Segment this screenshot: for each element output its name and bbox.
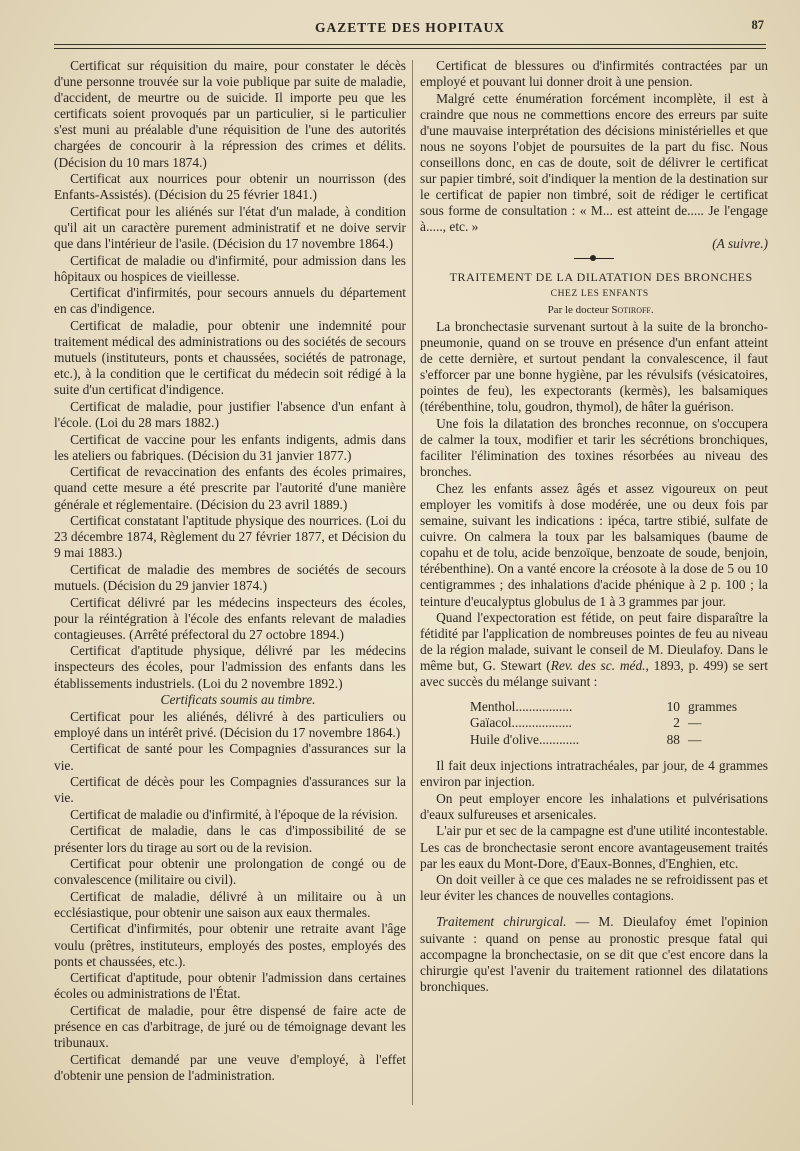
paragraph: Certificat de maladie des membres de sociétés de secours mutuels. (Décision du 29 janvier 1874.): [54, 561, 406, 593]
author-prefix: Par le docteur: [547, 304, 609, 317]
paragraph: Certificat de maladie, pour obtenir une indemnité pour traitement médical des administrations ou des sociétés de secours mutuels (instituteurs, ponts et chaussées, sociétés de patronage, etc.), à la condition que le certificat du médecin soit rédigé à la suite d'un certificat d'indigence.: [54, 318, 406, 398]
text-run: Quand l'expectoration est fétide, on peut faire disparaître la fétidité par l'application de nombreuses pointes de feu au niveau de la région malade, suivant le conseil de M. Dieulafoy. Dans le même but, G. Stewart (: [420, 610, 768, 674]
paragraph: Certificat de maladie, dans le cas d'impossibilité de se présenter lors du tirage au sort ou de la revision.: [54, 823, 406, 855]
article-subtitle: CHEZ LES ENFANTS: [550, 288, 649, 299]
unit: —: [688, 715, 702, 731]
page-number: 87: [751, 18, 764, 32]
section-subheading: Certificats soumis au timbre.: [160, 692, 316, 708]
paragraph: Certificat de maladie ou d'infirmité, pour admission dans les hôpitaux ou hospices de vieillesse.: [54, 252, 406, 284]
to-be-continued: (A suivre.): [712, 236, 768, 252]
table-row: [470, 715, 748, 732]
ingredient: Gaïacol..................: [470, 715, 572, 731]
text-run: — M. Dieulafoy émet l'opinion suivante : quand on pense au pronostic presque fatal qui accompagne la bronchectasie, on se dit que c'est encore dans la chirurgie qu'est l'avenir du traitement rationnel des dilatations bronchiques.: [420, 914, 768, 994]
ingredient: Menthol.................: [470, 698, 573, 714]
ingredient: Huile d'olive............: [470, 731, 580, 747]
paragraph: Certificat d'aptitude, pour obtenir l'admission dans certaines écoles ou administrations de l'État.: [54, 970, 406, 1002]
paragraph: Certificat pour les aliénés, délivré à des particuliers ou employé dans un intérêt privé. (Décision du 17 novembre 1864.): [54, 708, 406, 740]
paragraph: [420, 914, 768, 994]
paragraph: Certificat de santé pour les Compagnies d'assurances sur la vie.: [54, 741, 406, 773]
left-column: [54, 58, 406, 1084]
paragraph: Certificat de maladie, délivré à un militaire ou à un ecclésiastique, pour obtenir une saison aux eaux thermales.: [54, 888, 406, 920]
unit: —: [688, 731, 702, 747]
paragraph: On doit veiller à ce que ces malades ne se refroidissent pas et leur éviter les chances de nouvelles contagions.: [420, 872, 768, 904]
paragraph: Certificat d'infirmités, pour secours annuels du département en cas d'indigence.: [54, 285, 406, 317]
paragraph: Certificat de blessures ou d'infirmités contractées par un employé et pouvant lui donner droit à une pension.: [420, 58, 768, 90]
table-row: [470, 699, 748, 716]
prescription-table: [470, 699, 748, 749]
quantity: 2: [673, 715, 680, 731]
column-divider: [412, 60, 413, 1105]
paragraph: Il fait deux injections intratrachéales, par jour, de 4 grammes environ par injection.: [420, 758, 768, 790]
paragraph: La bronchectasie survenant surtout à la suite de la broncho-pneumonie, quand on se trouve en présence d'un enfant atteint de cette dernière, et surtout pendant la convalescence, il faut s'efforcer par une bonne hygiène, par les révulsifs (vésicatoires, pointes de feu), les expectorants (kermès), les balsamiques (térébenthine, tolu, goudron, thymol), de hâter la guérison.: [420, 318, 768, 415]
paragraph: Malgré cette énumération forcément incomplète, il est à craindre que nous ne commettions encore des erreurs par suite d'une mauvaise interprétation des décisions ministérielles et que nous ne soyons l'objet de poursuites de la part du fisc. Nous conseillons donc, en cas de doute, soit de délivrer le certificat sur papier timbré, soit d'indiquer la mention de la destination sur le certificat de papier non timbré, soit de rédiger le certificat sous forme de consultation : « M... est atteint de..... Je l'engage à....., etc. »: [420, 90, 768, 235]
header-rule: [54, 44, 766, 45]
paragraph: Chez les enfants assez âgés et assez vigoureux on peut employer les vomitifs à dose modérée, une ou deux fois par semaine, suivant les indications : ipéca, tartre stibié, sulfate de cuivre. On calmera la toux par les balsamiques (baume de copahu et de tolu, acide benzoïque, benzoate de soude, benjoin, térébenthine). On a vanté encore la créosote à la dose de 5 ou 10 centigrammes ; des inhalations d'acide phénique à 2 p. 100 ; la teinture d'eucalyptus globulus de 1 à 3 grammes par jour.: [420, 480, 768, 609]
journal-reference: Rev. des sc. méd.: [550, 658, 646, 674]
right-column: [420, 58, 768, 995]
paragraph: Certificat aux nourrices pour obtenir un nourrisson (des Enfants-Assistés). (Décision du 25 février 1841.): [54, 171, 406, 203]
paragraph: On peut employer encore les inhalations et pulvérisations d'eaux sulfureuses et arsenicales.: [420, 790, 768, 822]
section-separator: [574, 258, 614, 259]
paragraph: Certificat de revaccination des enfants des écoles primaires, quand cette mesure a été prescrite par l'autorité d'une manière générale et réglementaire. (Décision du 23 avril 1889.): [54, 464, 406, 512]
paragraph: Certificat d'aptitude physique, délivré par les médecins inspecteurs des écoles, pour l'admission des enfants dans les établissements industriels. (Loi du 2 novembre 1892.): [54, 643, 406, 691]
quantity: 88: [666, 731, 680, 747]
paragraph: Certificat constatant l'aptitude physique des nourrices. (Loi du 23 décembre 1874, Règlement du 27 février 1877, et Décision du 9 mai 1883.): [54, 513, 406, 561]
unit: grammes: [688, 698, 738, 714]
paragraph: Certificat d'infirmités, pour obtenir une retraite avant l'âge voulu (prêtres, instituteurs, employés des postes, employés des ponts et chaussées, etc.).: [54, 921, 406, 969]
table-row: [470, 732, 748, 749]
paragraph: Certificat de maladie, pour être dispensé de faire acte de présence en cas d'arbitrage, de juré ou de témoignage devant les tribunaux.: [54, 1002, 406, 1051]
header-rule-thin: [54, 48, 766, 49]
author-name: Sotiroff.: [611, 304, 654, 317]
article-author: [420, 302, 768, 318]
paragraph: L'air pur et sec de la campagne est d'une utilité incontestable. Les cas de bronchectasie seront encore avantageusement traités par les eaux du Mont-Dore, d'Eaux-Bonnes, d'Enghien, etc.: [420, 823, 768, 871]
section-label: Traitement chirurgical.: [436, 914, 567, 930]
paragraph: Certificat de vaccine pour les enfants indigents, admis dans les ateliers ou fabriques. (Décision du 31 janvier 1877.): [54, 431, 406, 463]
paragraph: [420, 610, 768, 690]
paragraph: Certificat délivré par les médecins inspecteurs des écoles, pour la réintégration à l'école des enfants relevant de maladies contagieuses. (Arrêté préfectoral du 27 octobre 1894.): [54, 594, 406, 642]
paragraph: Certificat pour les aliénés sur l'état d'un malade, à condition qu'il ait un caractère purement administratif et ne doive servir que dans l'intérieur de l'asile. (Décision du 17 novembre 1864.): [54, 203, 406, 252]
text-run: , 1893, p. 499) se sert avec succès du mélange suivant :: [420, 658, 769, 690]
page-header: [54, 18, 766, 40]
paragraph: Certificat de maladie, pour justifier l'absence d'un enfant à l'école. (Loi du 28 mars 1882.): [54, 398, 406, 431]
paragraph: Certificat de maladie ou d'infirmité, à l'époque de la révision.: [70, 806, 399, 822]
quantity: 10: [666, 698, 680, 714]
paragraph: Certificat de décès pour les Compagnies d'assurances sur la vie.: [54, 774, 406, 806]
paragraph: Une fois la dilatation des bronches reconnue, on s'occupera de calmer la toux, modifier et tarir les sécrétions bronchiques, faciliter l'élimination des toxines résorbées au niveau des bronches.: [420, 415, 768, 480]
running-title: GAZETTE DES HOPITAUX: [314, 20, 506, 35]
article-title: TRAITEMENT DE LA DILATATION DES BRONCHES: [449, 270, 753, 285]
paragraph: Certificat demandé par une veuve d'employé, à l'effet d'obtenir une pension de l'administration.: [54, 1051, 406, 1083]
paragraph: Certificat sur réquisition du maire, pour constater le décès d'une personne trouvée sur la voie publique par suite de maladie, d'accident, de meurtre ou de suicide. Il importe peu que les certificats soient provoqués par un particulier, si le particulier s'est muni au préalable d'une réquisition de l'une des autorités chargées de concourir à la répression des crimes et délits. (Décision du 10 mars 1874.): [54, 58, 406, 170]
paragraph: Certificat pour obtenir une prolongation de congé ou de convalescence (militaire ou civil).: [54, 856, 406, 888]
